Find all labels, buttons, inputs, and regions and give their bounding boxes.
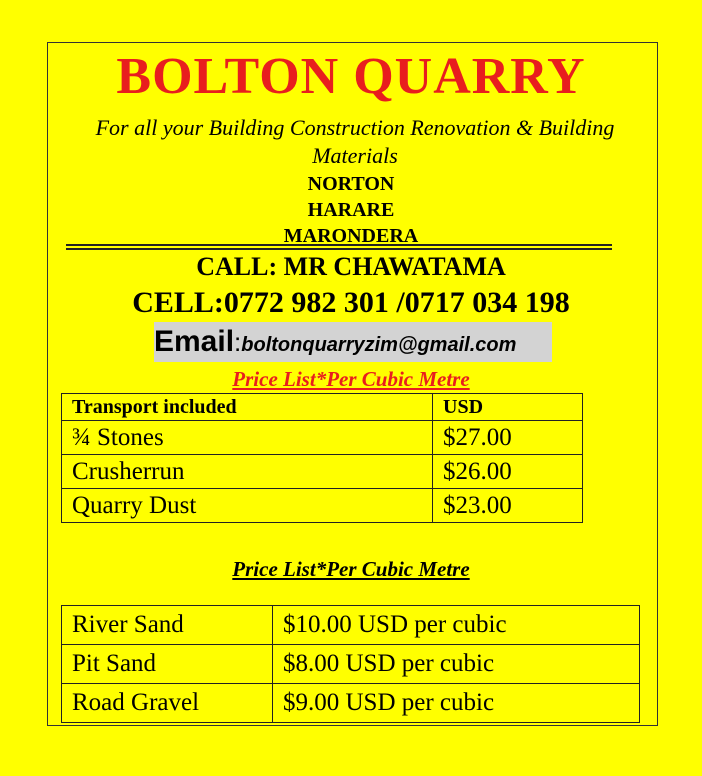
contact-cell: CELL:0772 982 301 /0717 034 198	[132, 286, 570, 319]
double-rule-divider	[66, 244, 612, 250]
email-address[interactable]: boltonquarryzim@gmail.com	[241, 334, 517, 356]
tagline: For all your Building Construction Renovation & Building Materials	[95, 115, 615, 168]
product-name: Quarry Dust	[62, 489, 433, 523]
table-row	[62, 684, 640, 723]
email-colon: :	[234, 327, 242, 357]
product-price: $8.00 USD per cubic	[273, 645, 640, 684]
company-title: BOLTON QUARRY	[116, 48, 586, 105]
product-price: $23.00	[433, 489, 583, 523]
table-row	[62, 455, 583, 489]
product-price: $26.00	[433, 455, 583, 489]
price-list-heading-1: Price List*Per Cubic Metre	[232, 367, 470, 391]
table-row	[62, 489, 583, 523]
location-harare: HARARE	[307, 199, 395, 221]
table-header-row	[62, 394, 583, 421]
email-label: Email	[154, 325, 235, 358]
table-row	[62, 645, 640, 684]
price-list-heading-2: Price List*Per Cubic Metre	[232, 557, 470, 581]
product-price: $9.00 USD per cubic	[273, 684, 640, 723]
product-name: Road Gravel	[62, 684, 273, 723]
table-row	[62, 421, 583, 455]
product-price: $27.00	[433, 421, 583, 455]
product-name: ¾ Stones	[62, 421, 433, 455]
location-norton: NORTON	[307, 173, 395, 195]
product-name: River Sand	[62, 606, 273, 645]
location-marondera: MARONDERA	[283, 225, 419, 247]
contact-call: CALL: MR CHAWATAMA	[196, 252, 506, 281]
table-row	[62, 606, 640, 645]
product-price: $10.00 USD per cubic	[273, 606, 640, 645]
price-table-sand	[61, 605, 640, 723]
product-name: Crusherrun	[62, 455, 433, 489]
table-header-cell: Transport included	[62, 394, 433, 421]
email-line	[154, 322, 552, 362]
price-table-stones	[61, 393, 583, 523]
table-header-cell: USD	[433, 394, 583, 421]
product-name: Pit Sand	[62, 645, 273, 684]
